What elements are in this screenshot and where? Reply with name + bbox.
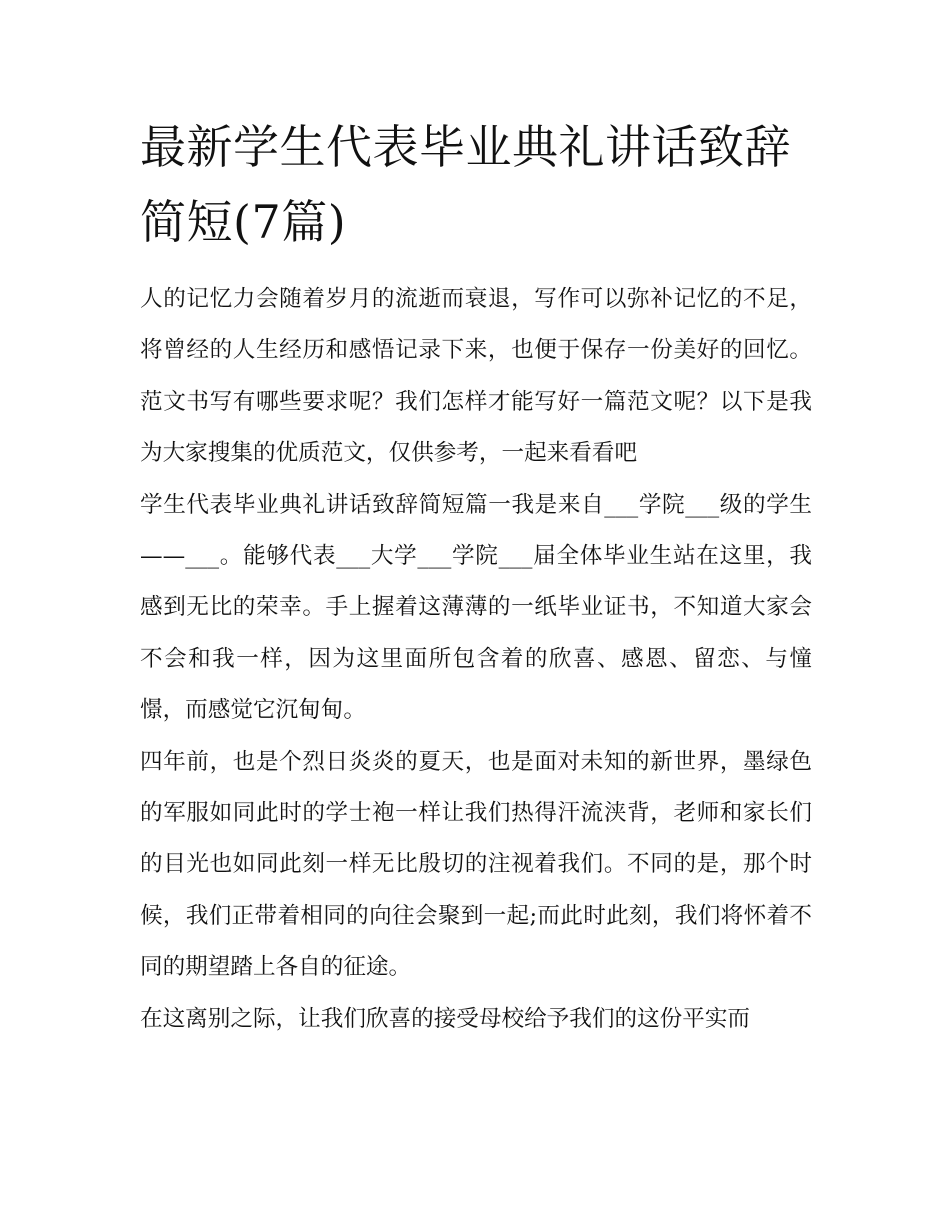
document-page	[140, 110, 812, 1045]
paragraph-speech-opening: 学生代表毕业典礼讲话致辞简短篇一我是来自___学院___级的学生——___。能够代表___大学___学院___届全体毕业生站在这里，我感到无比的荣幸。手上握着这薄薄的一纸毕业证书，不知道大家会不会和我一样，因为这里面所包含着的欣喜、感恩、留恋、与憧憬，而感觉它沉甸甸。	[140, 491, 812, 724]
paragraph-farewell: 在这离别之际，让我们欣喜的接受母校给予我们的这份平实而	[140, 1005, 751, 1032]
paragraph-intro: 人的记忆力会随着岁月的流逝而衰退，写作可以弥补记忆的不足，将曾经的人生经历和感悟记录下来，也便于保存一份美好的回忆。范文书写有哪些要求呢？我们怎样才能写好一篇范文呢？以下是我为大家搜集的优质范文，仅供参考，一起来看看吧	[140, 286, 812, 467]
paragraph-four-years-ago: 四年前，也是个烈日炎炎的夏天，也是面对未知的新世界，墨绿色的军服如同此时的学士袍一样让我们热得汗流浃背，老师和家长们的目光也如同此刻一样无比殷切的注视着我们。不同的是，那个时候，我们正带着相同的向往会聚到一起;而此时此刻，我们将怀着不同的期望踏上各自的征途。	[140, 748, 812, 981]
document-title: 最新学生代表毕业典礼讲话致辞简短(7篇)	[140, 120, 791, 249]
